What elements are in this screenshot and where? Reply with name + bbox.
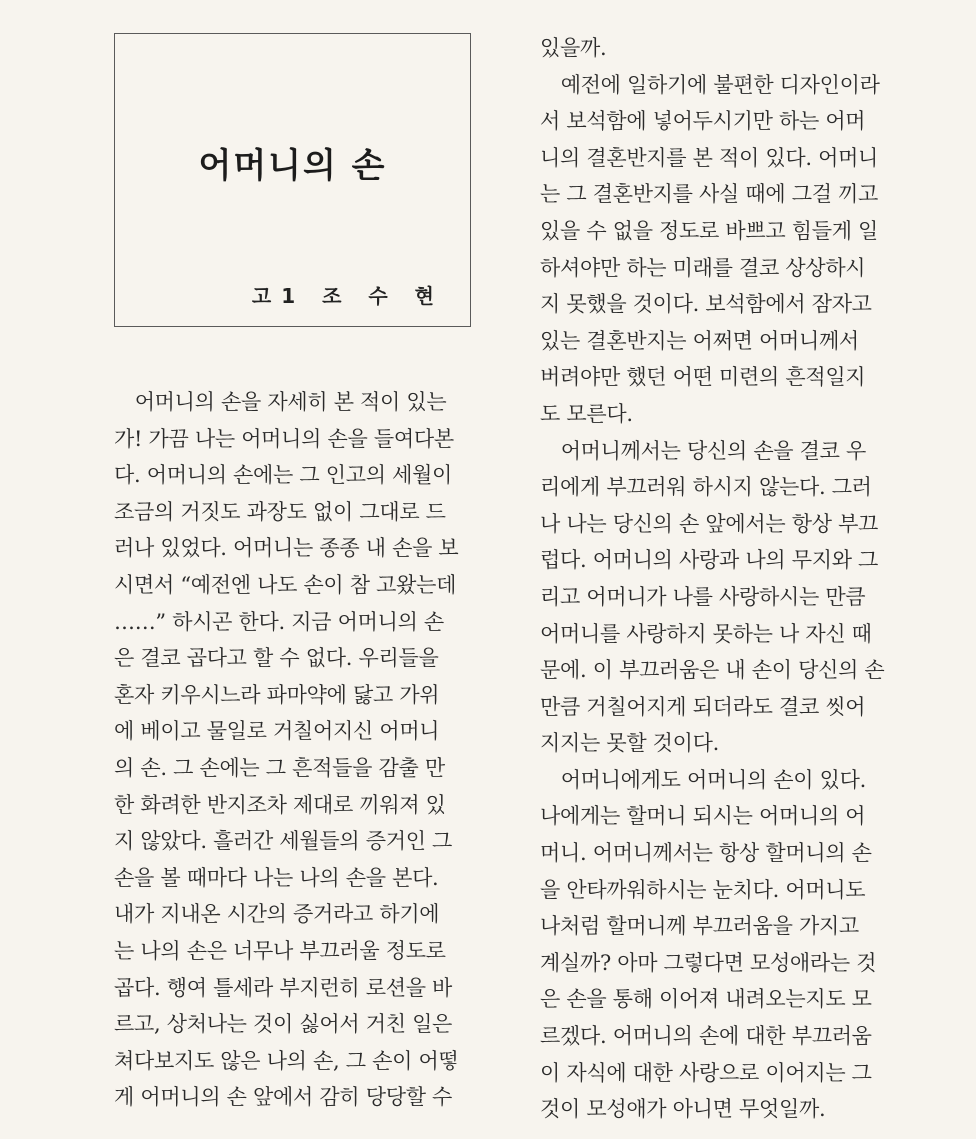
text-line: 는 나의 손은 너무나 부끄러울 정도로	[114, 938, 446, 963]
text-line: 르고, 상처나는 것이 싫어서 거친 일은	[114, 1012, 453, 1037]
text-line: 곱다. 행여 틀세라 부지런히 로션을 바	[114, 975, 453, 1000]
text-line: 의 손. 그 손에는 그 흔적들을 감출 만	[114, 755, 445, 780]
text-line: 손을 볼 때마다 나는 나의 손을 본다.	[114, 865, 439, 890]
text-line: 지 못했을 것이다. 보석함에서 잠자고	[540, 292, 872, 317]
text-line: ……” 하시곤 한다. 지금 어머니의 손	[114, 609, 444, 634]
text-line: 지지는 못할 것이다.	[540, 731, 720, 756]
text-line: 에 베이고 물일로 거칠어지신 어머니	[114, 719, 440, 744]
text-line: 러나 있었다. 어머니는 종종 내 손을 보	[114, 536, 459, 561]
title-box	[114, 33, 471, 327]
text-line: 조금의 거짓도 과장도 없이 그대로 드	[114, 499, 446, 524]
text-line: 이 자식에 대한 사랑으로 이어지는 그	[540, 1060, 872, 1085]
text-line: 계실까? 아마 그렇다면 모성애라는 것	[540, 950, 877, 975]
text-line: 리에게 부끄러워 하시지 않는다. 그러	[540, 475, 872, 500]
text-line: 나처럼 할머니께 부끄러움을 가지고	[540, 914, 859, 939]
text-line: 니의 결혼반지를 본 적이 있다. 어머니	[540, 145, 879, 170]
text-line: 게 어머니의 손 앞에서 감히 당당할 수	[114, 1085, 453, 1110]
text-line: 시면서 “예전엔 나도 손이 참 고왔는데	[114, 572, 457, 597]
text-line: 만큼 거칠어지게 되더라도 결코 씻어	[540, 694, 866, 719]
text-line: 내가 지내온 시간의 증거라고 하기에	[114, 902, 440, 927]
text-line: 문에. 이 부끄러움은 내 손이 당신의 손	[540, 658, 885, 683]
text-line: 버려야만 했던 어떤 미련의 흔적일지	[540, 365, 866, 390]
text-line: 것이 모성애가 아니면 무엇일까.	[540, 1097, 826, 1122]
text-line: 있는 결혼반지는 어쩌면 어머니께서	[540, 328, 859, 353]
text-line: 도 모른다.	[540, 401, 633, 426]
text-line: 서 보석함에 넣어두시기만 하는 어머	[540, 109, 866, 134]
text-line: 예전에 일하기에 불편한 디자인이라	[540, 72, 880, 97]
essay-title: 어머니의 손	[198, 146, 387, 186]
text-line: 은 손을 통해 이어져 내려오는지도 모	[540, 987, 872, 1012]
author-byline: 고1 조 수 현	[251, 284, 444, 308]
text-line: 은 결코 곱다고 할 수 없다. 우리들을	[114, 646, 439, 671]
text-line: 르겠다. 어머니의 손에 대한 부끄러움	[540, 1024, 872, 1049]
text-line: 있을 수 없을 정도로 바쁘고 힘들게 일	[540, 218, 879, 243]
text-line: 머니. 어머니께서는 항상 할머니의 손	[540, 841, 872, 866]
text-line: 있을까.	[540, 36, 607, 60]
text-line: 하셔야만 하는 미래를 결코 상상하시	[540, 255, 866, 280]
text-line: 한 화려한 반지조차 제대로 끼워져 있	[114, 792, 446, 817]
text-line: 는 그 결혼반지를 사실 때에 그걸 끼고	[540, 182, 879, 207]
text-line: 쳐다보지도 않은 나의 손, 그 손이 어떻	[114, 1048, 459, 1073]
text-line: 어머니를 사랑하지 못하는 나 자신 때	[540, 621, 872, 646]
text-line: 리고 어머니가 나를 사랑하시는 만큼	[540, 584, 866, 609]
right-column	[540, 30, 900, 1128]
text-line: 나 나는 당신의 손 앞에서는 항상 부끄	[540, 511, 879, 536]
text-line: 가! 가끔 나는 어머니의 손을 들여다본	[114, 426, 454, 451]
left-column	[114, 384, 472, 1116]
text-line: 다. 어머니의 손에는 그 인고의 세월이	[114, 463, 453, 488]
text-line: 럽다. 어머니의 사랑과 나의 무지와 그	[540, 548, 879, 573]
text-line: 나에게는 할머니 되시는 어머니의 어	[540, 804, 866, 829]
text-line: 어머니께서는 당신의 손을 결코 우	[540, 438, 867, 463]
text-line: 어머니의 손을 자세히 본 적이 있는	[114, 390, 447, 414]
text-line: 혼자 키우시느라 파마약에 닳고 가위	[114, 682, 440, 707]
text-line: 어머니에게도 어머니의 손이 있다.	[540, 767, 867, 792]
text-line: 을 안타까워하시는 눈치다. 어머니도	[540, 877, 866, 902]
text-line: 지 않았다. 흘러간 세월들의 증거인 그	[114, 829, 453, 854]
